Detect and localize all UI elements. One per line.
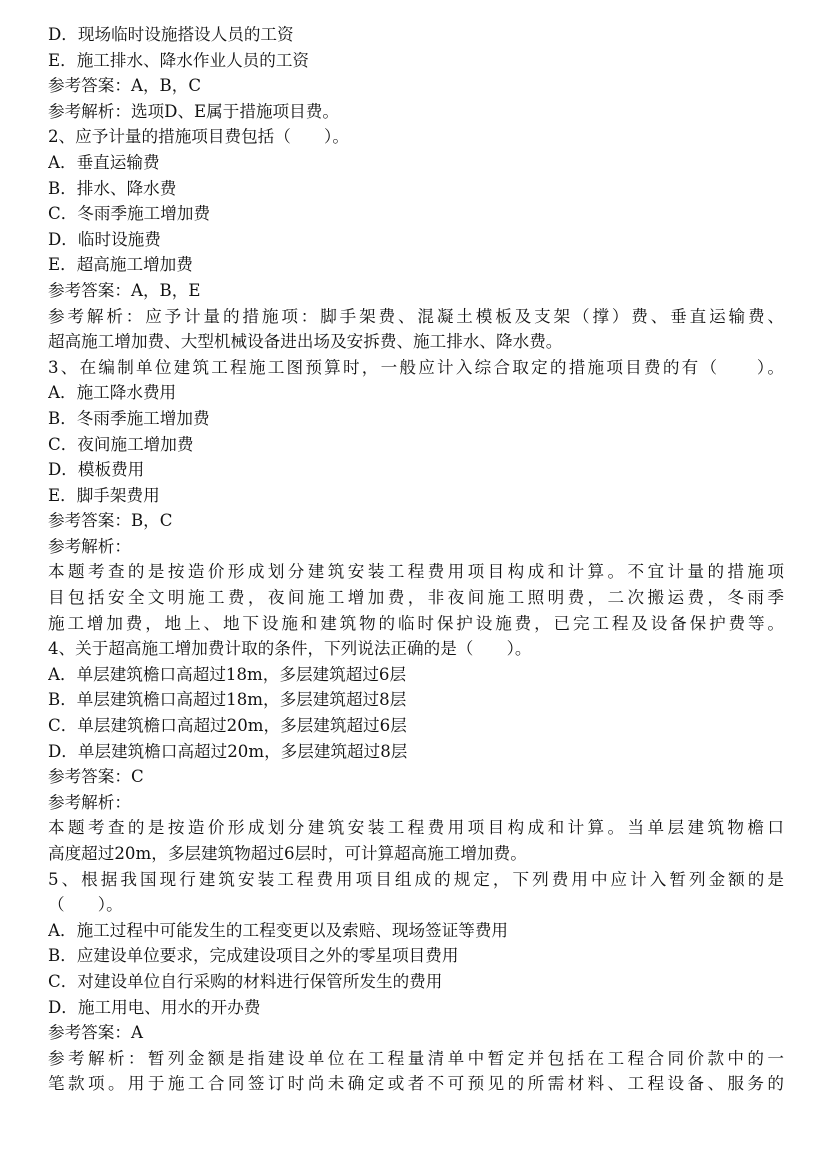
answer-line: 参考答案：A	[48, 1023, 143, 1043]
explanation-line: 参考解析：选项D、E属于措施项目费。	[48, 101, 339, 121]
question-4: 4、关于超高施工增加费计取的条件，下列说法正确的是（ ）。	[48, 639, 532, 659]
answer-line: 参考答案：A，B，C	[48, 76, 202, 96]
question-5-blank: （ ）。	[48, 895, 123, 915]
option-line: B．单层建筑檐口高超过18m，多层建筑超过8层	[48, 690, 407, 710]
explanation-line: 参考解析：暂列金额是指建设单位在工程量清单中暂定并包括在工程合同价款中的一	[48, 1048, 784, 1068]
option-line: D．单层建筑檐口高超过20m，多层建筑超过8层	[48, 741, 408, 761]
question-2: 2、应予计量的措施项目费包括（ ）。	[48, 127, 349, 147]
explanation-label: 参考解析：	[48, 536, 131, 556]
question-3: 3、在编制单位建筑工程施工图预算时，一般应计入综合取定的措施项目费的有（ ）。	[48, 357, 784, 377]
explanation-line: 本题考查的是按造价形成划分建筑安装工程费用项目构成和计算。不宜计量的措施项	[48, 562, 784, 582]
option-line: A．施工过程中可能发生的工程变更以及索赔、现场签证等费用	[48, 920, 509, 940]
option-line: D．临时设施费	[48, 229, 161, 249]
option-line: B．排水、降水费	[48, 178, 177, 198]
option-line: D．模板费用	[48, 460, 145, 480]
option-line: A．垂直运输费	[48, 152, 160, 172]
option-line: E．施工排水、降水作业人员的工资	[48, 50, 310, 70]
option-line: C．夜间施工增加费	[48, 434, 194, 454]
explanation-line: 施工增加费，地上、地下设施和建筑物的临时保护设施费，已完工程及设备保护费等。	[48, 613, 784, 633]
explanation-line: 超高施工增加费、大型机械设备进出场及安拆费、施工排水、降水费。	[48, 332, 563, 352]
answer-line: 参考答案：A，B，E	[48, 280, 201, 300]
option-line: A．施工降水费用	[48, 383, 177, 403]
explanation-line: 参考解析：应予计量的措施项：脚手架费、混凝土模板及支架（撑）费、垂直运输费、	[48, 306, 784, 326]
answer-line: 参考答案：C	[48, 767, 144, 787]
explanation-line: 本题考查的是按造价形成划分建筑安装工程费用项目构成和计算。当单层建筑物檐口	[48, 818, 784, 838]
explanation-line: 高度超过20m，多层建筑物超过6层时，可计算超高施工增加费。	[48, 844, 527, 863]
option-line: D．施工用电、用水的开办费	[48, 997, 261, 1017]
option-line: D．现场临时设施搭设人员的工资	[48, 25, 294, 44]
option-line: C．对建设单位自行采购的材料进行保管所发生的费用	[48, 971, 443, 991]
option-line: B．冬雨季施工增加费	[48, 408, 210, 428]
option-line: E．脚手架费用	[48, 485, 160, 505]
option-line: A．单层建筑檐口高超过18m，多层建筑超过6层	[48, 664, 407, 684]
option-line: C．单层建筑檐口高超过20m，多层建筑超过6层	[48, 716, 407, 736]
option-line: B．应建设单位要求，完成建设项目之外的零星项目费用	[48, 946, 459, 966]
question-5: 5、根据我国现行建筑安装工程费用项目组成的规定，下列费用中应计入暂列金额的是	[48, 869, 784, 889]
option-line: C．冬雨季施工增加费	[48, 204, 211, 224]
answer-line: 参考答案：B，C	[48, 511, 173, 531]
explanation-line: 目包括安全文明施工费，夜间施工增加费，非夜间施工照明费，二次搬运费，冬雨季	[48, 588, 784, 608]
option-line: E．超高施工增加费	[48, 255, 193, 275]
explanation-label: 参考解析：	[48, 792, 131, 812]
explanation-line: 笔款项。用于施工合同签订时尚未确定或者不可预见的所需材料、工程设备、服务的	[48, 1074, 784, 1094]
